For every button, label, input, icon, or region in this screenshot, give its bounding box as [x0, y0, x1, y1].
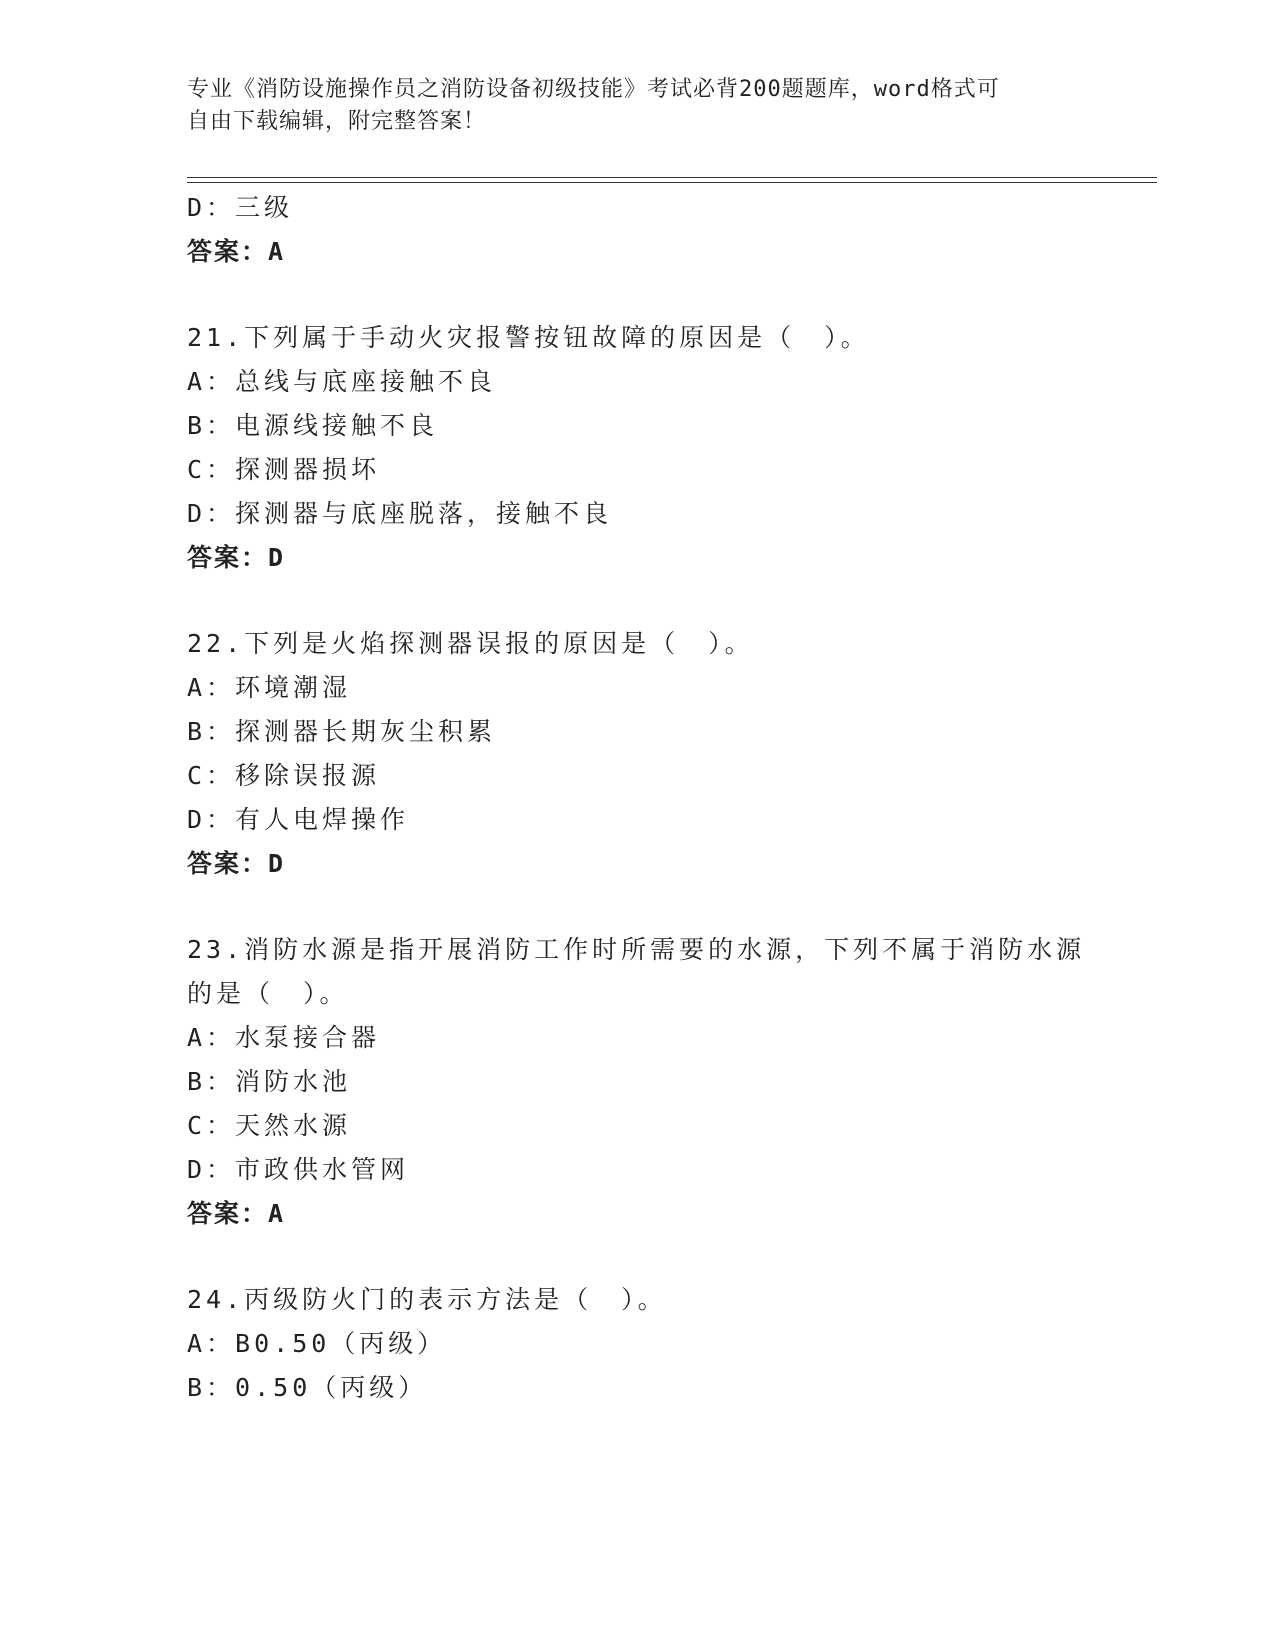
- q22-option-d: D：有人电焊操作: [187, 805, 410, 834]
- q23-option-c: C：天然水源: [187, 1111, 352, 1140]
- q23-stem-line-2: 的是（ ）。: [187, 979, 349, 1008]
- q23-stem-line-1: 23.消防水源是指开展消防工作时所需要的水源，下列不属于消防水源: [187, 935, 1086, 964]
- prev-answer: 答案：A: [187, 237, 286, 266]
- document-header: [187, 74, 1087, 138]
- q21-option-a: A：总线与底座接触不良: [187, 367, 497, 396]
- q21-answer: 答案：D: [187, 543, 286, 572]
- q23-option-d: D：市政供水管网: [187, 1155, 410, 1184]
- q22-option-c: C：移除误报源: [187, 761, 381, 790]
- q22-answer: 答案：D: [187, 849, 286, 878]
- q21-stem: 21.下列属于手动火灾报警按钮故障的原因是（ ）。: [187, 323, 870, 352]
- header-divider-bottom: [187, 182, 1157, 183]
- q22-option-b: B：探测器长期灰尘积累: [187, 717, 497, 746]
- header-line-1: 专业《消防设施操作员之消防设备初级技能》考试必背200题题库，word格式可: [187, 77, 1000, 102]
- q21-option-b: B：电源线接触不良: [187, 411, 439, 440]
- prev-option-d: D：三级: [187, 193, 294, 222]
- header-line-2: 自由下载编辑，附完整答案！: [187, 109, 487, 134]
- q23-answer: 答案：A: [187, 1199, 286, 1228]
- q23-option-b: B：消防水池: [187, 1067, 352, 1096]
- q24-option-a: A：B0.50（丙级）: [187, 1329, 447, 1358]
- q24-stem: 24.丙级防火门的表示方法是（ ）。: [187, 1285, 667, 1314]
- q24-option-b: B：0.50（丙级）: [187, 1373, 428, 1402]
- q22-option-a: A：环境潮湿: [187, 673, 352, 702]
- q22-stem: 22.下列是火焰探测器误报的原因是（ ）。: [187, 629, 754, 658]
- q21-option-d: D：探测器与底座脱落，接触不良: [187, 499, 613, 528]
- q23-option-a: A：水泵接合器: [187, 1023, 381, 1052]
- header-divider-top: [187, 177, 1157, 178]
- q21-option-c: C：探测器损坏: [187, 455, 381, 484]
